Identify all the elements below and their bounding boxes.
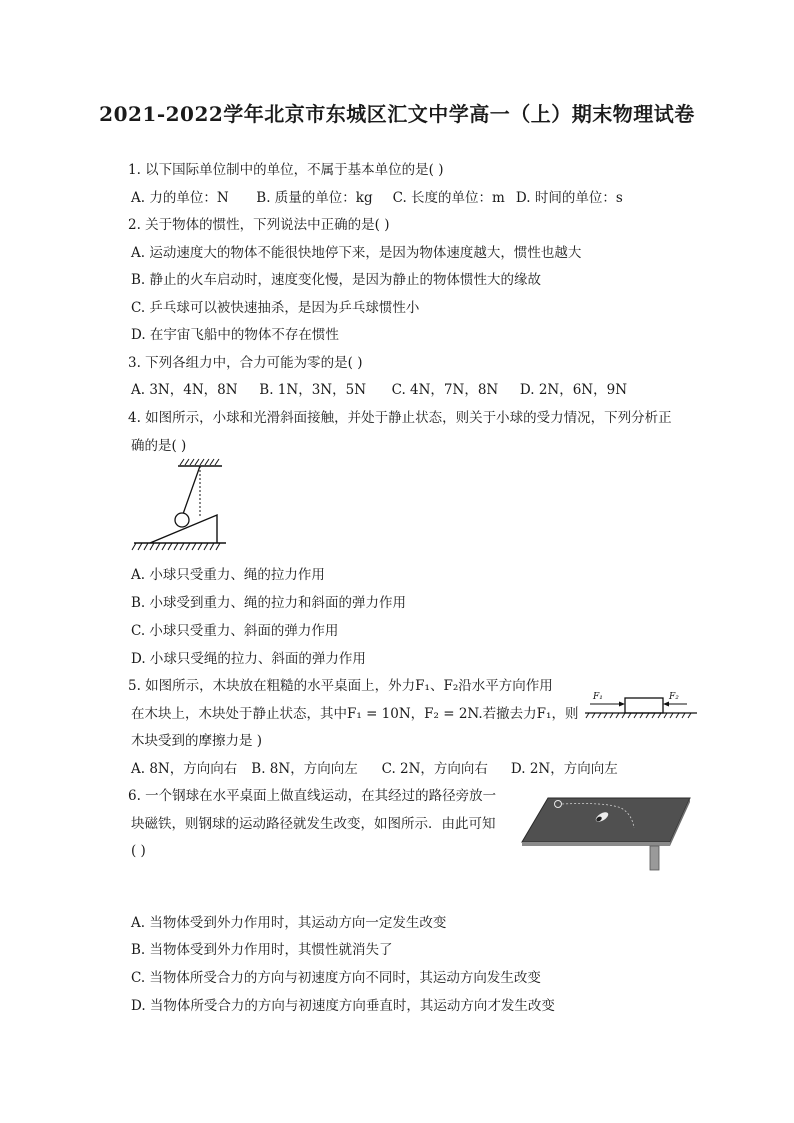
question-6-stem-line-3: ( ) xyxy=(131,843,146,859)
q5-option-d: D. 2N，方向向左 xyxy=(510,761,618,777)
q2-option-c: C. 乒乓球可以被快速抽杀，是因为乒乓球惯性小 xyxy=(131,300,420,316)
block-forces-figure xyxy=(585,688,697,722)
q5-option-a: A. 8N，方向向右 xyxy=(131,761,238,777)
question-5-options xyxy=(131,760,618,778)
q5-option-b: B. 8N，方向向左 xyxy=(251,761,358,777)
q6-option-c: C. 当物体所受合力的方向与初速度方向不同时，其运动方向发生改变 xyxy=(131,970,541,986)
question-5-stem-line-3: 木块受到的摩擦力是 ) xyxy=(131,733,263,749)
question-2-stem: 2. 关于物体的惯性，下列说法中正确的是( ) xyxy=(128,217,390,233)
question-1-stem: 1. 以下国际单位制中的单位，不属于基本单位的是( ) xyxy=(128,162,444,178)
f2-label: F₂ xyxy=(669,692,679,702)
q4-option-a: A. 小球只受重力、绳的拉力作用 xyxy=(131,567,325,583)
q4-option-d: D. 小球只受绳的拉力、斜面的弹力作用 xyxy=(131,651,366,667)
q1-option-d: D. 时间的单位：s xyxy=(515,190,623,206)
q1-option-c: C. 长度的单位：m xyxy=(392,190,505,206)
question-5-stem-line-2: 在木块上，木块处于静止状态，其中F₁ = 10N，F₂ = 2N.若撤去力F₁，则 xyxy=(131,706,579,722)
steel-ball-magnet-figure xyxy=(518,792,694,874)
question-5-stem-line-1: 5. 如图所示，木块放在粗糙的水平桌面上，外力F₁、F₂沿水平方向作用 xyxy=(128,678,553,694)
page-title: 2021-2022学年北京市东城区汇文中学高一（上）期末物理试卷 xyxy=(99,102,695,126)
q6-option-d: D. 当物体所受合力的方向与初速度方向垂直时，其运动方向才发生改变 xyxy=(131,998,555,1014)
q3-option-b: B. 1N，3N，5N xyxy=(259,382,367,398)
question-4-stem-line-1: 4. 如图所示，小球和光滑斜面接触，并处于静止状态，则关于小球的受力情况，下列分析正 xyxy=(128,410,672,426)
question-6-stem-line-1: 6. 一个钢球在水平桌面上做直线运动，在其经过的路径旁放一 xyxy=(128,788,497,804)
question-6-stem-line-2: 块磁铁，则钢球的运动路径就发生改变，如图所示．由此可知 xyxy=(131,816,496,832)
question-3-options xyxy=(131,381,627,399)
q5-option-c: C. 2N，方向向右 xyxy=(381,761,488,777)
question-4-stem-line-2: 确的是( ) xyxy=(131,438,187,454)
q2-option-b: B. 静止的火车启动时，速度变化慢，是因为静止的物体惯性大的缘故 xyxy=(131,272,542,288)
question-3-stem: 3. 下列各组力中，合力可能为零的是( ) xyxy=(128,355,363,371)
q2-option-d: D. 在宇宙飞船中的物体不存在惯性 xyxy=(131,327,339,343)
q2-option-a: A. 运动速度大的物体不能很快地停下来，是因为物体速度越大，惯性也越大 xyxy=(131,245,582,261)
q3-option-a: A. 3N，4N，8N xyxy=(131,382,238,398)
q6-option-a: A. 当物体受到外力作用时，其运动方向一定发生改变 xyxy=(131,915,447,931)
question-1-options xyxy=(131,189,623,207)
q4-option-b: B. 小球受到重力、绳的拉力和斜面的弹力作用 xyxy=(131,595,407,611)
q1-option-a: A. 力的单位：N xyxy=(131,190,229,206)
q3-option-c: C. 4N，7N，8N xyxy=(391,382,499,398)
q6-option-b: B. 当物体受到外力作用时，其惯性就消失了 xyxy=(131,942,393,958)
q1-option-b: B. 质量的单位：kg xyxy=(256,190,373,206)
q3-option-d: D. 2N，6N，9N xyxy=(519,382,628,398)
f1-label: F₁ xyxy=(593,692,603,702)
q4-option-c: C. 小球只受重力、斜面的弹力作用 xyxy=(131,623,339,639)
ball-on-incline-figure xyxy=(130,458,230,556)
